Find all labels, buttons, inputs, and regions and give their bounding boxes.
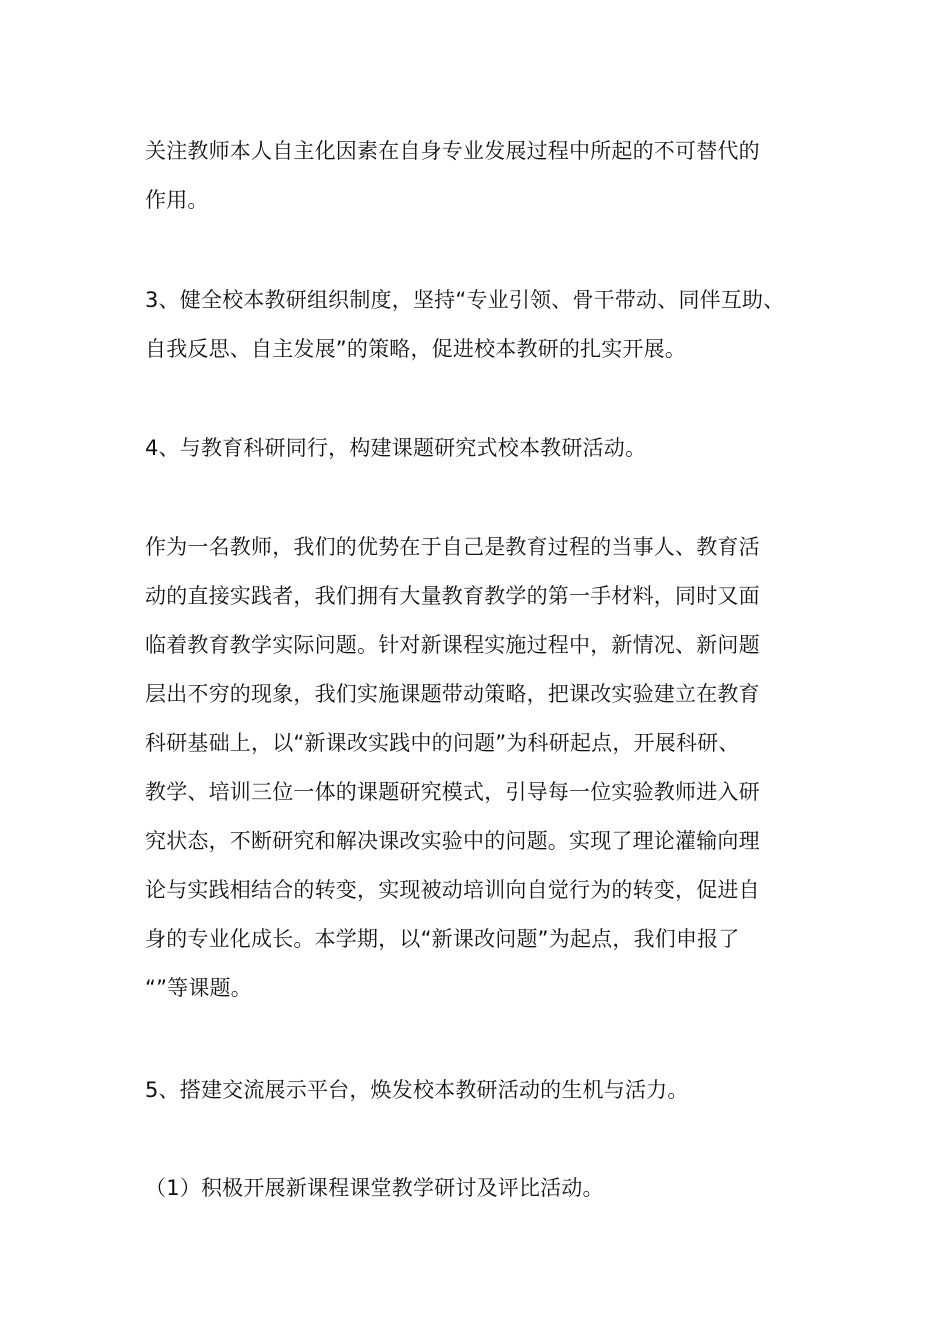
text-line: 究状态，不断研究和解决课改实验中的问题。实现了理论灌输向理 [145, 829, 760, 853]
text-line: 自我反思、自主发展”的策略，促进校本教研的扎实开展。 [145, 337, 687, 361]
text-line: 5、搭建交流展示平台，焕发校本教研活动的生机与活力。 [145, 1078, 689, 1102]
text-line: 教学、培训三位一体的课题研究模式，引导每一位实验教师进入研 [145, 780, 760, 804]
paragraph-item-3 [145, 276, 825, 374]
text-line: 作用。 [145, 188, 209, 212]
text-line: 层出不穷的现象，我们实施课题带动策略，把课改实验建立在教育 [145, 682, 760, 706]
text-line: 关注教师本人自主化因素在自身专业发展过程中所起的不可替代的 [145, 139, 760, 163]
text-line: “”等课题。 [145, 976, 252, 1000]
paragraph-item-4 [145, 424, 825, 473]
text-line: 科研基础上，以“新课改实践中的问题”为科研起点，开展科研、 [145, 731, 740, 755]
text-line: 临着教育教学实际问题。针对新课程实施过程中，新情况、新问题 [145, 633, 760, 657]
paragraph-body [145, 523, 825, 1013]
text-line: 身的专业化成长。本学期，以“新课改问题”为起点，我们申报了 [145, 927, 740, 951]
text-line: 作为一名教师，我们的优势在于自己是教育过程的当事人、教育活 [145, 535, 760, 559]
text-line: 动的直接实践者，我们拥有大量教育教学的第一手材料，同时又面 [145, 584, 760, 608]
text-line: （1）积极开展新课程课堂教学研讨及评比活动。 [145, 1176, 604, 1200]
text-line: 3、健全校本教研组织制度，坚持“专业引领、骨干带动、同伴互助、 [145, 288, 785, 312]
paragraph-continuation [145, 127, 825, 225]
text-line: 4、与教育科研同行，构建课题研究式校本教研活动。 [145, 436, 647, 460]
text-line: 论与实践相结合的转变，实现被动培训向自觉行为的转变，促进自 [145, 878, 760, 902]
paragraph-subitem-1 [145, 1164, 825, 1213]
paragraph-item-5 [145, 1066, 825, 1115]
